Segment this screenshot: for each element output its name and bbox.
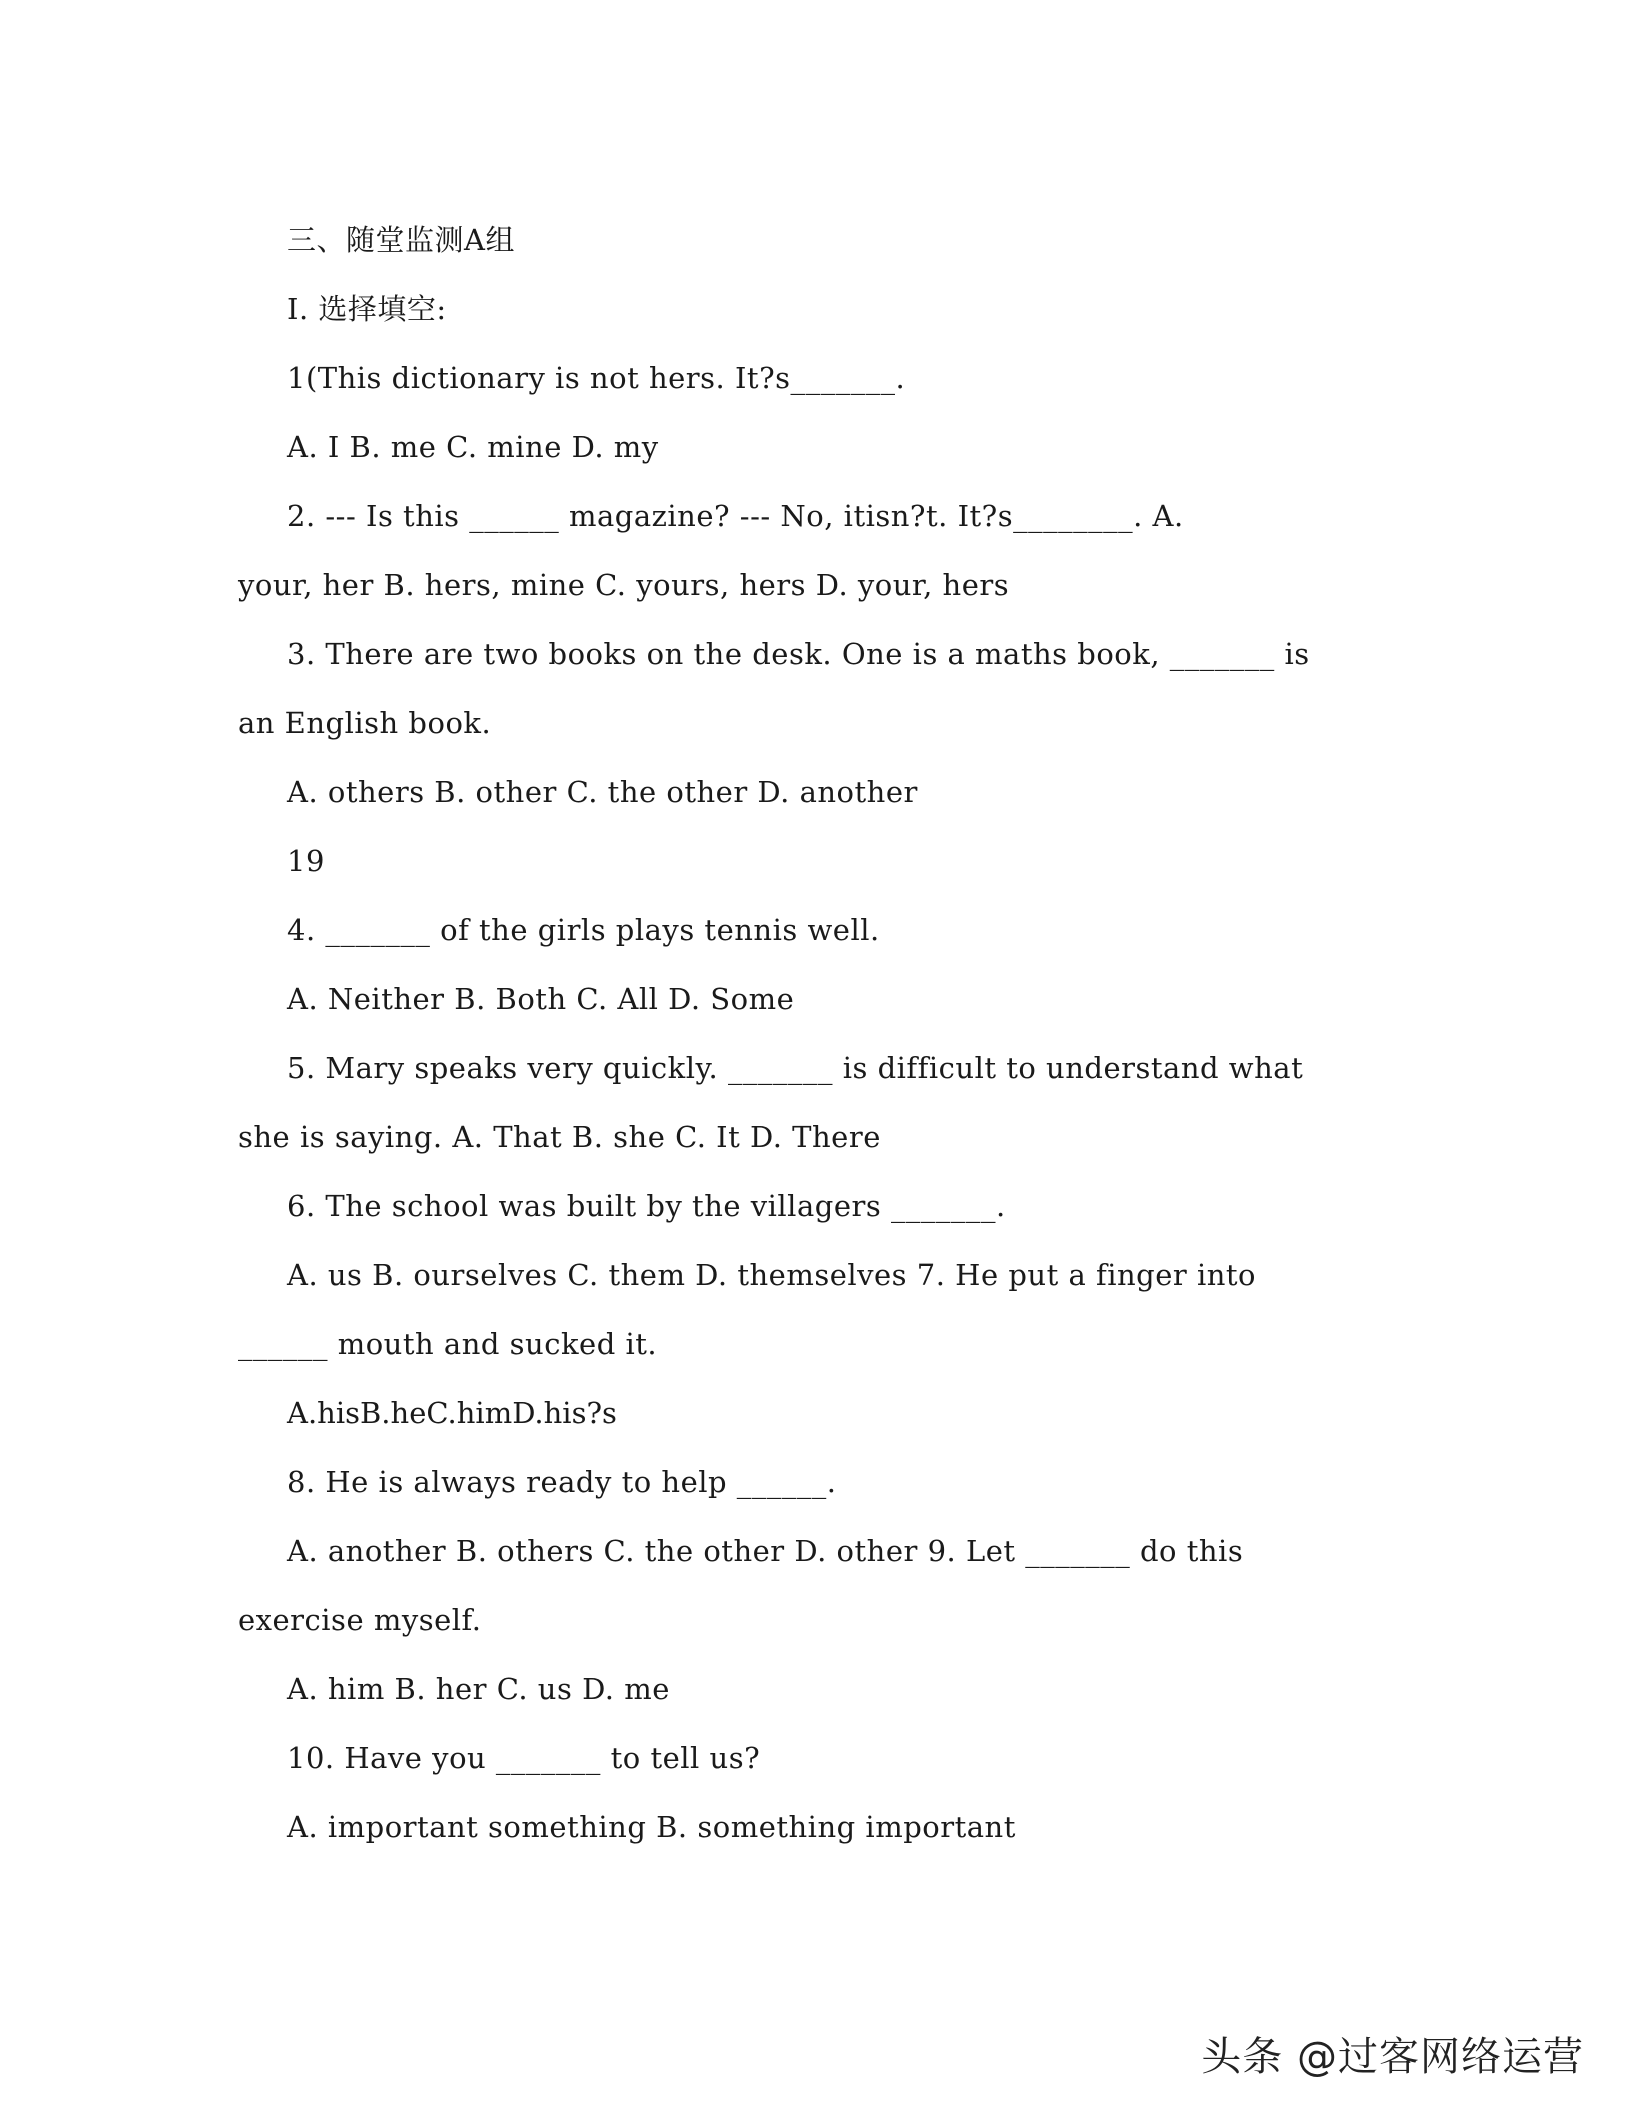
question-3: 3. There are two books on the desk. One is a maths book, _______ is [287,637,1310,671]
question-7-options: A.hisB.heC.himD.his?s [287,1396,617,1430]
question-5: 5. Mary speaks very quickly. _______ is difficult to understand what [287,1051,1304,1085]
question-10-options: A. important something B. something important [287,1810,1016,1844]
question-9-continued: exercise myself. [238,1603,482,1637]
page-number: 19 [287,844,325,878]
question-3-options: A. others B. other C. the other D. another [287,775,918,809]
question-6: 6. The school was built by the villagers _______. [287,1189,1006,1223]
question-4-options: A. Neither B. Both C. All D. Some [287,982,795,1016]
question-8: 8. He is always ready to help ______. [287,1465,837,1499]
question-2-options: your, her B. hers, mine C. yours, hers D. your, hers [238,568,1010,602]
question-1-options: A. I B. me C. mine D. my [287,430,659,464]
question-7-continued: ______ mouth and sucked it. [238,1327,658,1361]
question-10: 10. Have you _______ to tell us? [287,1741,761,1775]
watermark: 头条 @过客网络运营 [1201,2034,1584,2080]
question-3-continued: an English book. [238,706,492,740]
question-9-options: A. him B. her C. us D. me [287,1672,670,1706]
question-8-options: A. another B. others C. the other D. other 9. Let _______ do this [287,1534,1244,1568]
question-1: 1(This dictionary is not hers. It?s_______. [287,361,906,395]
question-2: 2. --- Is this ______ magazine? --- No, itisn?t. It?s________. A. [287,499,1184,533]
question-4: 4. _______ of the girls plays tennis well. [287,913,880,947]
question-5-options: she is saying. A. That B. she C. It D. There [238,1120,881,1154]
section-title: 三、随堂监测A组 [287,223,515,257]
question-6-options: A. us B. ourselves C. them D. themselves 7. He put a finger into [287,1258,1257,1292]
part-title: I. 选择填空: [287,292,447,326]
